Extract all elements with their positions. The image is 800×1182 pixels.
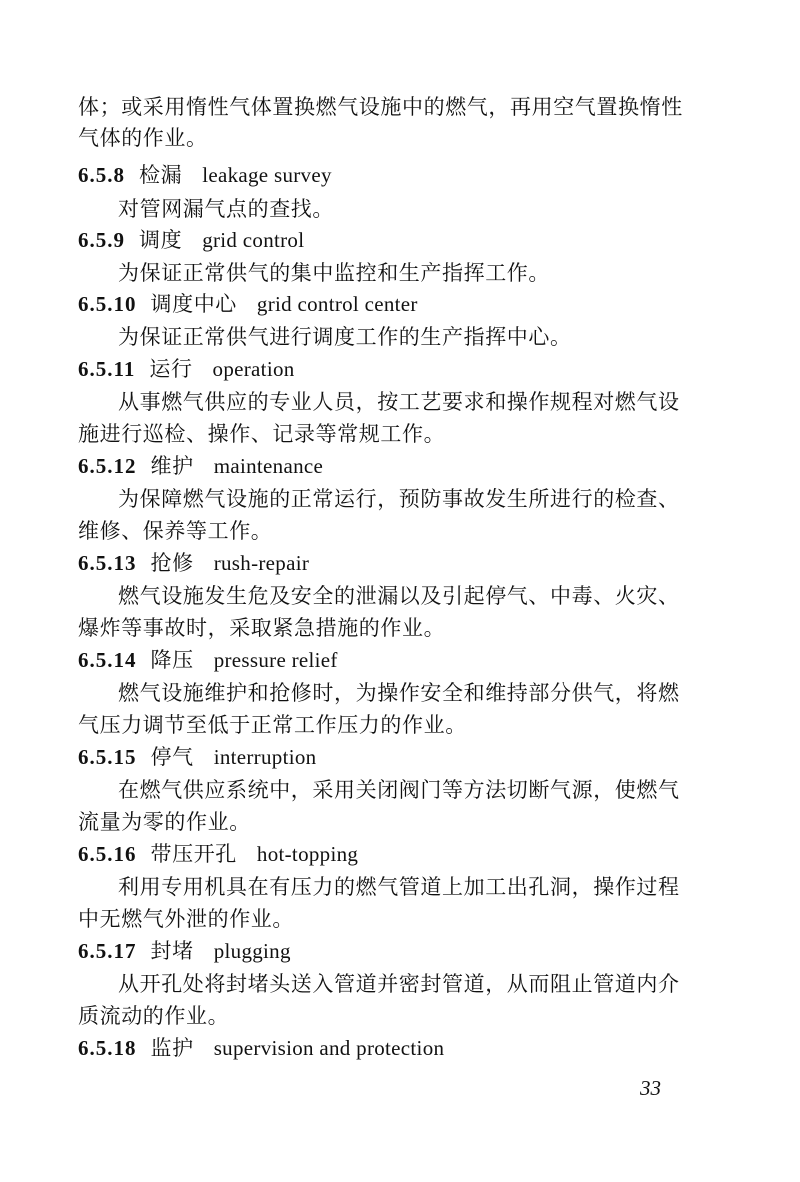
term-chinese: 降压	[150, 648, 194, 672]
term-chinese: 监护	[150, 1036, 194, 1060]
term-definition: 在燃气供应系统中，采用关闭阀门等方法切断气源，使燃气	[118, 778, 680, 802]
term-number: 6.5.18	[78, 1036, 137, 1060]
term-heading	[78, 289, 418, 319]
term-english: supervision and protection	[213, 1036, 445, 1060]
term-english: leakage survey	[202, 163, 332, 187]
term-english: operation	[212, 357, 295, 381]
term-chinese: 调度	[139, 228, 183, 252]
term-heading	[78, 451, 323, 481]
term-chinese: 封堵	[150, 939, 194, 963]
term-definition: 从开孔处将封堵头送入管道并密封管道，从而阻止管道内介	[118, 972, 680, 996]
term-definition: 流量为零的作业。	[78, 810, 251, 834]
term-number: 6.5.10	[78, 292, 137, 316]
term-definition: 中无燃气外泄的作业。	[78, 907, 294, 931]
term-heading	[78, 160, 332, 190]
term-english: rush-repair	[213, 551, 310, 575]
term-definition: 气压力调节至低于正常工作压力的作业。	[78, 713, 467, 737]
term-heading	[78, 839, 358, 869]
term-number: 6.5.12	[78, 454, 137, 478]
term-english: pressure relief	[213, 648, 338, 672]
term-chinese: 检漏	[139, 163, 183, 187]
term-number: 6.5.16	[78, 842, 137, 866]
term-chinese: 维护	[150, 454, 194, 478]
term-definition: 燃气设施发生危及安全的泄漏以及引起停气、中毒、火灾、	[118, 584, 680, 608]
term-chinese: 运行	[149, 357, 193, 381]
term-definition: 施进行巡检、操作、记录等常规工作。	[78, 422, 446, 446]
term-heading	[78, 742, 316, 772]
term-heading	[78, 548, 309, 578]
term-number: 6.5.11	[78, 357, 136, 381]
term-definition: 对管网漏气点的查找。	[118, 197, 334, 221]
term-heading	[78, 1033, 444, 1063]
term-heading	[78, 645, 338, 675]
term-chinese: 抢修	[150, 551, 194, 575]
term-chinese: 停气	[150, 745, 194, 769]
term-chinese: 调度中心	[150, 292, 237, 316]
term-english: interruption	[213, 745, 317, 769]
term-number: 6.5.14	[78, 648, 137, 672]
page-number: 33	[640, 1076, 661, 1100]
term-heading	[78, 354, 295, 384]
term-definition: 从事燃气供应的专业人员，按工艺要求和操作规程对燃气设	[118, 390, 680, 414]
term-chinese: 带压开孔	[150, 842, 237, 866]
term-definition: 爆炸等事故时，采取紧急措施的作业。	[78, 616, 446, 640]
term-definition: 质流动的作业。	[78, 1004, 230, 1028]
term-definition: 为保证正常供气进行调度工作的生产指挥中心。	[118, 325, 572, 349]
term-number: 6.5.17	[78, 939, 137, 963]
term-heading	[78, 225, 304, 255]
term-definition: 利用专用机具在有压力的燃气管道上加工出孔洞，操作过程	[118, 875, 680, 899]
term-number: 6.5.9	[78, 228, 125, 252]
term-number: 6.5.8	[78, 163, 125, 187]
term-heading	[78, 936, 291, 966]
term-english: hot-topping	[256, 842, 359, 866]
intro-line-2: 气体的作业。	[78, 126, 208, 150]
term-definition: 燃气设施维护和抢修时，为操作安全和维持部分供气，将燃	[118, 681, 680, 705]
term-definition: 为保证正常供气的集中监控和生产指挥工作。	[118, 261, 550, 285]
intro-line-1: 体；或采用惰性气体置换燃气设施中的燃气，再用空气置换惰性	[78, 95, 683, 119]
term-english: grid control	[202, 228, 305, 252]
term-english: maintenance	[213, 454, 324, 478]
term-number: 6.5.15	[78, 745, 137, 769]
term-english: grid control center	[256, 292, 418, 316]
term-definition: 为保障燃气设施的正常运行，预防事故发生所进行的检查、	[118, 487, 680, 511]
term-definition: 维修、保养等工作。	[78, 519, 273, 543]
term-english: plugging	[213, 939, 291, 963]
term-number: 6.5.13	[78, 551, 137, 575]
